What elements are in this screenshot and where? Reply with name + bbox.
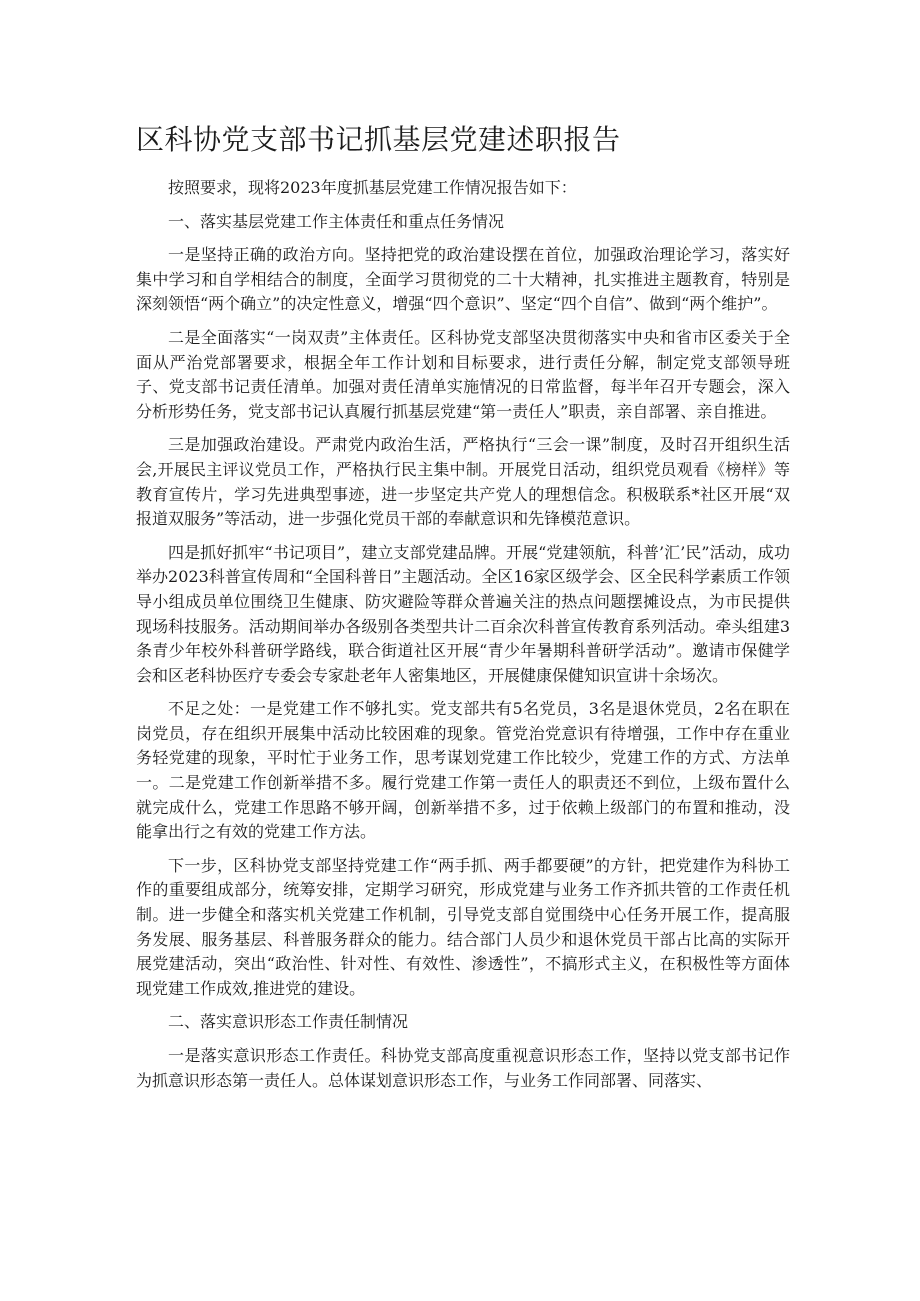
section-1-heading: 一、落实基层党建工作主体责任和重点任务情况	[168, 211, 505, 231]
shortcomings-paragraph: 不足之处：一是党建工作不够扎实。党支部共有5名党员，3名是退休党员，2名在职在岗党员，存在组织开展集中活动比较困难的现象。管党治党意识有待增强，工作中存在重业务轻党建的现象，平时忙于业务工作，思考谋划党建工作比较少，党建工作的方式、方法单一。二是党建工作创新举措不多。履行党建工作第一责任人的职责还不到位，上级布置什么就完成什么，党建工作思路不够开阔，创新举措不多，过于依赖上级部门的布置和推动，没能拿出行之有效的党建工作方法。	[136, 699, 790, 842]
section-2-heading: 二、落实意识形态工作责任制情况	[168, 1012, 409, 1032]
section-1-paragraph: 二是全面落实“一岗双责”主体责任。区科协党支部坚决贯彻落实中央和省市区委关于全面从严治党部署要求，根据全年工作计划和目标要求，进行责任分解，制定党支部领导班子、党支部书记责任清单。加强对责任清单实施情况的日常监督，每半年召开专题会，深入分析形势任务，党支部书记认真履行抓基层党建“第一责任人”职责，亲自部署、亲自推进。	[136, 327, 790, 421]
section-1-paragraph: 四是抓好抓牢“书记项目”，建立支部党建品牌。开展“党建领航，科普’汇’民”活动，成功举办2023科普宣传周和“全国科普日”主题活动。全区16家区级学会、区全民科学素质工作领导小组成员单位围绕卫生健康、防灾避险等群众普遍关注的热点问题摆摊设点，为市民提供现场科技服务。活动期间举办各级别各类型共计二百余次科普宣传教育系列活动。牵头组建3条青少年校外科普研学路线，联合街道社区开展“青少年暑期科普研学活动”。邀请市保健学会和区老科协医疗专委会专家赴老年人密集地区，开展健康保健知识宣讲十余场次。	[136, 542, 790, 685]
section-1-paragraph: 三是加强政治建设。严肃党内政治生活，严格执行“三会一课”制度，及时召开组织生活会,开展民主评议党员工作，严格执行民主集中制。开展党日活动，组织党员观看《榜样》等教育宣传片，学习先进典型事迹，进一步坚定共产党人的理想信念。积极联系*社区开展“双报道双服务”等活动，进一步强化党员干部的奉献意识和先锋模范意识。	[136, 435, 790, 529]
intro-paragraph: 按照要求，现将2023年度抓基层党建工作情况报告如下：	[168, 178, 577, 197]
section-2-paragraph: 一是落实意识形态工作责任。科协党支部高度重视意识形态工作，坚持以党支部书记作为抓意识形态第一责任人。总体谋划意识形态工作，与业务工作同部署、同落实、	[136, 1046, 790, 1090]
document-page	[136, 118, 790, 1102]
document-title: 区科协党支部书记抓基层党建述职报告	[136, 123, 621, 156]
next-steps-paragraph: 下一步，区科协党支部坚持党建工作“两手抓、两手都要硬”的方针，把党建作为科协工作的重要组成部分，统筹安排，定期学习研究，形成党建与业务工作齐抓共管的工作责任机制。进一步健全和落实机关党建工作机制，引导党支部自觉围绕中心任务开展工作，提高服务发展、服务基层、科普服务群众的能力。结合部门人员少和退休党员干部占比高的实际开展党建活动，突出“政治性、针对性、有效性、渗透性”，不搞形式主义，在积极性等方面体现党建工作成效,推进党的建设。	[136, 855, 790, 998]
section-1-paragraph: 一是坚持正确的政治方向。坚持把党的政治建设摆在首位，加强政治理论学习，落实好集中学习和自学相结合的制度，全面学习贯彻党的二十大精神，扎实推进主题教育，特别是深刻领悟“两个确立”的决定性意义，增强“四个意识”、坚定“四个自信”、做到“两个维护”。	[136, 245, 790, 314]
